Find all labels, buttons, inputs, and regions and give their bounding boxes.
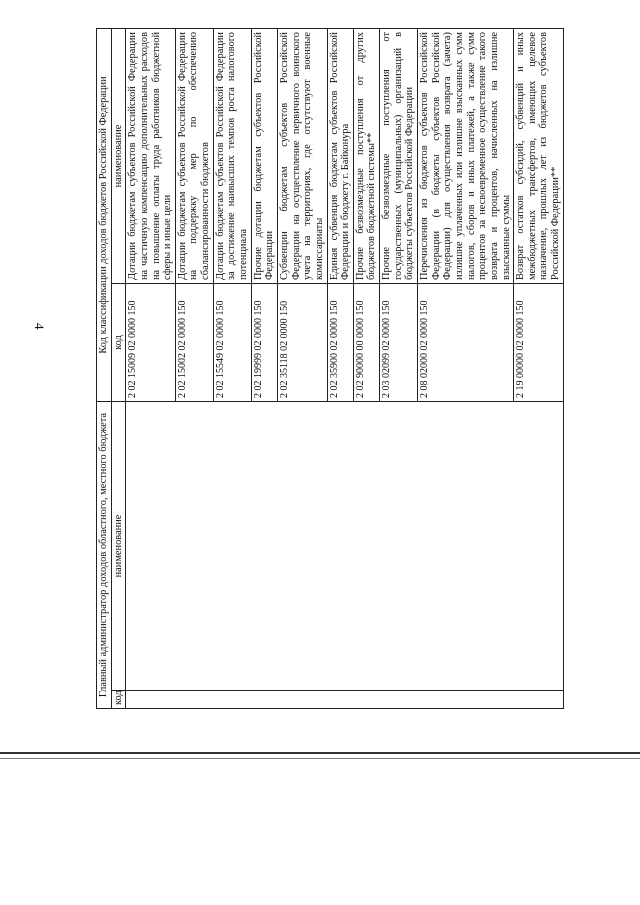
header-admin: Главный администратор доходов областного, местного бюджета xyxy=(97,402,112,709)
row-code: 2 02 90000 00 0000 150 xyxy=(353,284,379,402)
subheader-admin-code: код xyxy=(111,691,126,709)
subheader-class-code: код xyxy=(111,284,126,402)
row-name: Субвенции бюджетам субъектов Российской Федерации на осуществление первичного воинского учета на территориях, где отсутствуют военные комиссариаты xyxy=(277,29,327,284)
row-name: Прочие безвозмездные поступления от других бюджетов бюджетной системы** xyxy=(353,29,379,284)
page-divider-thin xyxy=(0,758,640,759)
page-divider xyxy=(0,752,640,754)
row-name: Единая субвенция бюджетам субъектов Российской Федерации и бюджету г. Байконура xyxy=(327,29,353,284)
row-code: 2 19 00000 02 0000 150 xyxy=(514,284,564,402)
row-name: Прочие безвозмездные поступления от государственных (муниципальных) организаций в бюджеты субъектов Российской Федерации xyxy=(380,29,418,284)
subheader-class-name: наименование xyxy=(111,29,126,284)
row-name: Возврат остатков субсидий, субвенций и иных межбюджетных трансфертов, имеющих целевое назначение, прошлых лет из бюджетов субъектов Российской Федерации** xyxy=(514,29,564,284)
table-row xyxy=(126,29,176,709)
row-code: 2 02 15002 02 0000 150 xyxy=(175,284,213,402)
subheader-admin-name: наименование xyxy=(111,402,126,691)
revenue-classification-table xyxy=(96,28,564,709)
admin-name-cell xyxy=(126,402,563,691)
row-name: Дотации бюджетам субъектов Российской Федерации на поддержку мер по обеспечению сбалансированности бюджетов xyxy=(175,29,213,284)
row-code: 2 03 02099 02 0000 150 xyxy=(380,284,418,402)
row-name: Прочие дотации бюджетам субъектов Российской Федерации xyxy=(251,29,277,284)
row-name: Дотации бюджетам субъектов Российской Федерации на частичную компенсацию дополнительных расходов на повышение оплаты труда работников бюджетной сферы и иные цели xyxy=(126,29,176,284)
row-code: 2 02 35900 02 0000 150 xyxy=(327,284,353,402)
rotated-table-wrapper xyxy=(96,29,564,709)
row-name: Перечисления из бюджетов субъектов Российской Федерации (в бюджеты субъектов Российской Федерации) для осуществления возврата (зачета) излишне уплаченных или излишне взысканных сумм налогов, сборов и иных платежей, а также сумм процентов за несвоевременное осуществление такого возврата и процентов, начисленных на излишне взысканные суммы xyxy=(418,29,514,284)
row-code: 2 02 15009 02 0000 150 xyxy=(126,284,176,402)
row-name: Дотации бюджетам субъектов Российской Федерации за достижение наивысших темпов роста налогового потенциала xyxy=(213,29,251,284)
page-number: 4 xyxy=(32,323,47,330)
admin-code-cell xyxy=(126,691,563,709)
row-code: 2 02 15549 02 0000 150 xyxy=(213,284,251,402)
row-code: 2 02 19999 02 0000 150 xyxy=(251,284,277,402)
row-code: 2 02 35118 02 0000 150 xyxy=(277,284,327,402)
header-classification: Код классификации доходов бюджетов Российской Федерации xyxy=(97,29,112,402)
row-code: 2 08 02000 02 0000 150 xyxy=(418,284,514,402)
